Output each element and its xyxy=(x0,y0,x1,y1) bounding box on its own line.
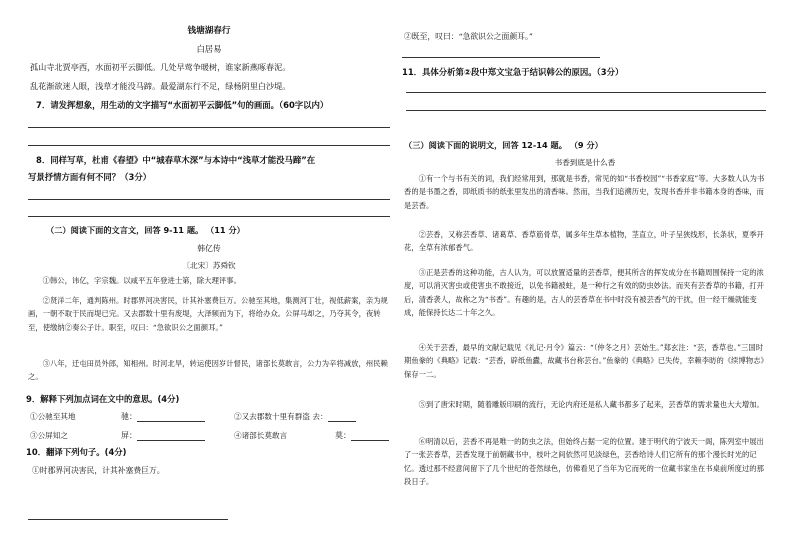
q9-item-d-answer xyxy=(335,430,389,441)
classical-text-author: 〔北宋〕苏舜钦 xyxy=(182,261,236,270)
classical-text-title: 韩亿传 xyxy=(197,244,221,253)
answer-line[interactable] xyxy=(28,199,390,200)
question-11: 11．具体分析第②段中郑文宝急于结识韩公的原因。（3分） xyxy=(402,67,624,77)
q9-item-d-text: ④诸部长莫敢言 xyxy=(234,431,288,440)
expository-paragraph-2: ②芸香，又称芸香草、诸葛草、香草筋骨草，属多年生草本植物，茎直立，叶子呈狭线形，长条状，夏季开花，全草有浓郁香气。 xyxy=(404,230,764,253)
q9-item-d-word: 莫： xyxy=(335,431,351,440)
q9-item-a-answer xyxy=(121,411,205,422)
q9-item-c-word: 屏： xyxy=(121,431,137,440)
question-9-heading: 9．解释下列加点词在文中的意思。(4分) xyxy=(26,394,180,404)
q9-item-b xyxy=(234,411,356,422)
q9-item-d xyxy=(234,430,287,441)
answer-blank[interactable] xyxy=(137,431,205,441)
section-3-heading: （三）阅读下面的说明文，回答 12-14 题。 （9 分） xyxy=(404,140,603,150)
answer-line[interactable] xyxy=(28,216,390,217)
question-7: 7．请发挥想象，用生动的文字描写“水面初平云脚低”句的画面。（60字以内） xyxy=(36,100,329,110)
expository-paragraph-6: ⑥明清以后，芸香不再是唯一的防虫之法，但始终占据一定的位置。建于明代的宁波天一阁，陈列室中展出了一张芸香草，芸香发现于前朝藏书中，枝叶之间依然可见淡绿色，芸香给诗人们它所有的那个漫长时光的记忆。透过那不经意间留下了几个世纪的苍然绿色，仿佛看见了当年为它而死的一位藏书家坐在书桌前所度过的那段日子。 xyxy=(404,437,764,486)
q9-item-c-text: ③公屏知之 xyxy=(30,431,68,440)
answer-line[interactable] xyxy=(28,145,390,146)
question-10-heading: 10．翻译下列句子。(4分) xyxy=(26,447,127,457)
q9-item-c-answer xyxy=(121,430,205,441)
poem-line-1: 孤山寺北贾亭西，水面初平云脚低。几处早莺争暖树，谁家新燕啄春泥。 xyxy=(30,62,291,72)
q9-item-b-text: ②又去郡数十里有群盗 xyxy=(234,412,310,421)
classical-paragraph-3: ③八年，迁屯田员外郎，知相州。时河北旱，转运使因岁计督民，诸部长莫敢言，公力为辛将减放，州民赖之。 xyxy=(28,359,388,382)
q9-item-a-text: ①公驰至其地 xyxy=(30,412,76,421)
q9-item-a xyxy=(30,411,76,422)
classical-paragraph-1: ①韩公，讳亿，字宗魏。以咸平五年登进士第，除大理评事。 xyxy=(42,276,241,285)
poem-author: 白居易 xyxy=(196,44,222,54)
classical-paragraph-2: ②贤洋二年，通判陈州。时郡界河决害民，计其补塞费巨万。公驰至其地，集测河丁壮，视低薪案，亲为规画，一朝不取于民而堤已完。又去郡数十里有废堤，大泽频而为下，将给办众。公屏马却之，乃夺其令，夜转至，使缴纳②奏公子计。职至，叹曰：“急欲识公之面颜耳。” xyxy=(28,296,388,332)
q10-sentence-1: ①时郡界河决害民，计其补塞费巨万。 xyxy=(32,466,165,475)
q9-item-a-word: 驰： xyxy=(121,412,137,421)
expository-paragraph-1: ①有一个与书有关的词，我们经常用到，那就是书香，常见的如“书香校园”“书香家庭”等。大多数人认为书香的是书墨之香，即纸质书的纸张里发出的清香味。然而，当我们追溯历史，发现书香并非书籍本身的香味，而是芸香。 xyxy=(404,174,765,210)
q9-item-b-word: 去： xyxy=(312,412,328,421)
answer-line[interactable] xyxy=(402,57,600,58)
q10-sentence-2: ②既至，叹曰：“急欲识公之面颜耳。” xyxy=(404,32,533,41)
q9-item-c xyxy=(30,430,68,441)
expository-paragraph-4: ④关于芸香，最早的文献记载见《礼记·月令》篇云：“（仲冬之月）芸始生。”郑玄注：“芸，香草也。”三国时期鱼豢的《典略》记载：“芸香，辟纸鱼蠹，故藏书台称芸台。”鱼豢的《典略》已失传，幸赖李昉的《续博物志》保存一二。 xyxy=(404,343,765,379)
expository-paragraph-5: ⑤到了唐宋时期，随着雕版印刷的流行，无论内府还是私人藏书都多了起来，芸香草的需求量也大大增加。 xyxy=(418,400,764,409)
poem-line-2: 乱花渐欲迷人眼，浅草才能没马蹄。最爱湖东行不足，绿杨阴里白沙堤。 xyxy=(30,81,291,91)
answer-blank[interactable] xyxy=(137,412,205,422)
expository-text-title: 书香到底是什么香 xyxy=(554,158,616,167)
section-2-heading: （二）阅读下面的文言文，回答 9-11 题。 （11 分） xyxy=(46,225,245,235)
answer-line[interactable] xyxy=(406,92,766,93)
answer-line[interactable] xyxy=(406,110,766,111)
answer-line[interactable] xyxy=(28,519,228,520)
answer-blank[interactable] xyxy=(328,412,356,422)
answer-line[interactable] xyxy=(28,127,390,128)
question-8-line-2: 写景抒情方面有何不同？（3分） xyxy=(28,172,152,182)
expository-paragraph-3: ③正是芸香的这种功能，古人认为，可以放置适量的芸香草，便其所含的挥发成分在书籍周围保持一定的浓度，可以消灭害虫或使害虫不敢接近，以免书籍被蛀，是一种行之有效的防虫妙法。而夹有芸香草的书籍，打开后，清香袭人，故称之为“书香”。有趣的是，古人的芸香草在书中时没有被芸香气的干扰，但一经干燥就能变成，能保持长达二十年之久。 xyxy=(404,268,764,317)
answer-blank[interactable] xyxy=(351,431,389,441)
poem-title: 钱塘湖春行 xyxy=(187,26,231,36)
question-8-line-1: 8．同样写草，杜甫《春望》中“城春草木深”与本诗中“浅草才能没马蹄”在 xyxy=(36,155,316,165)
